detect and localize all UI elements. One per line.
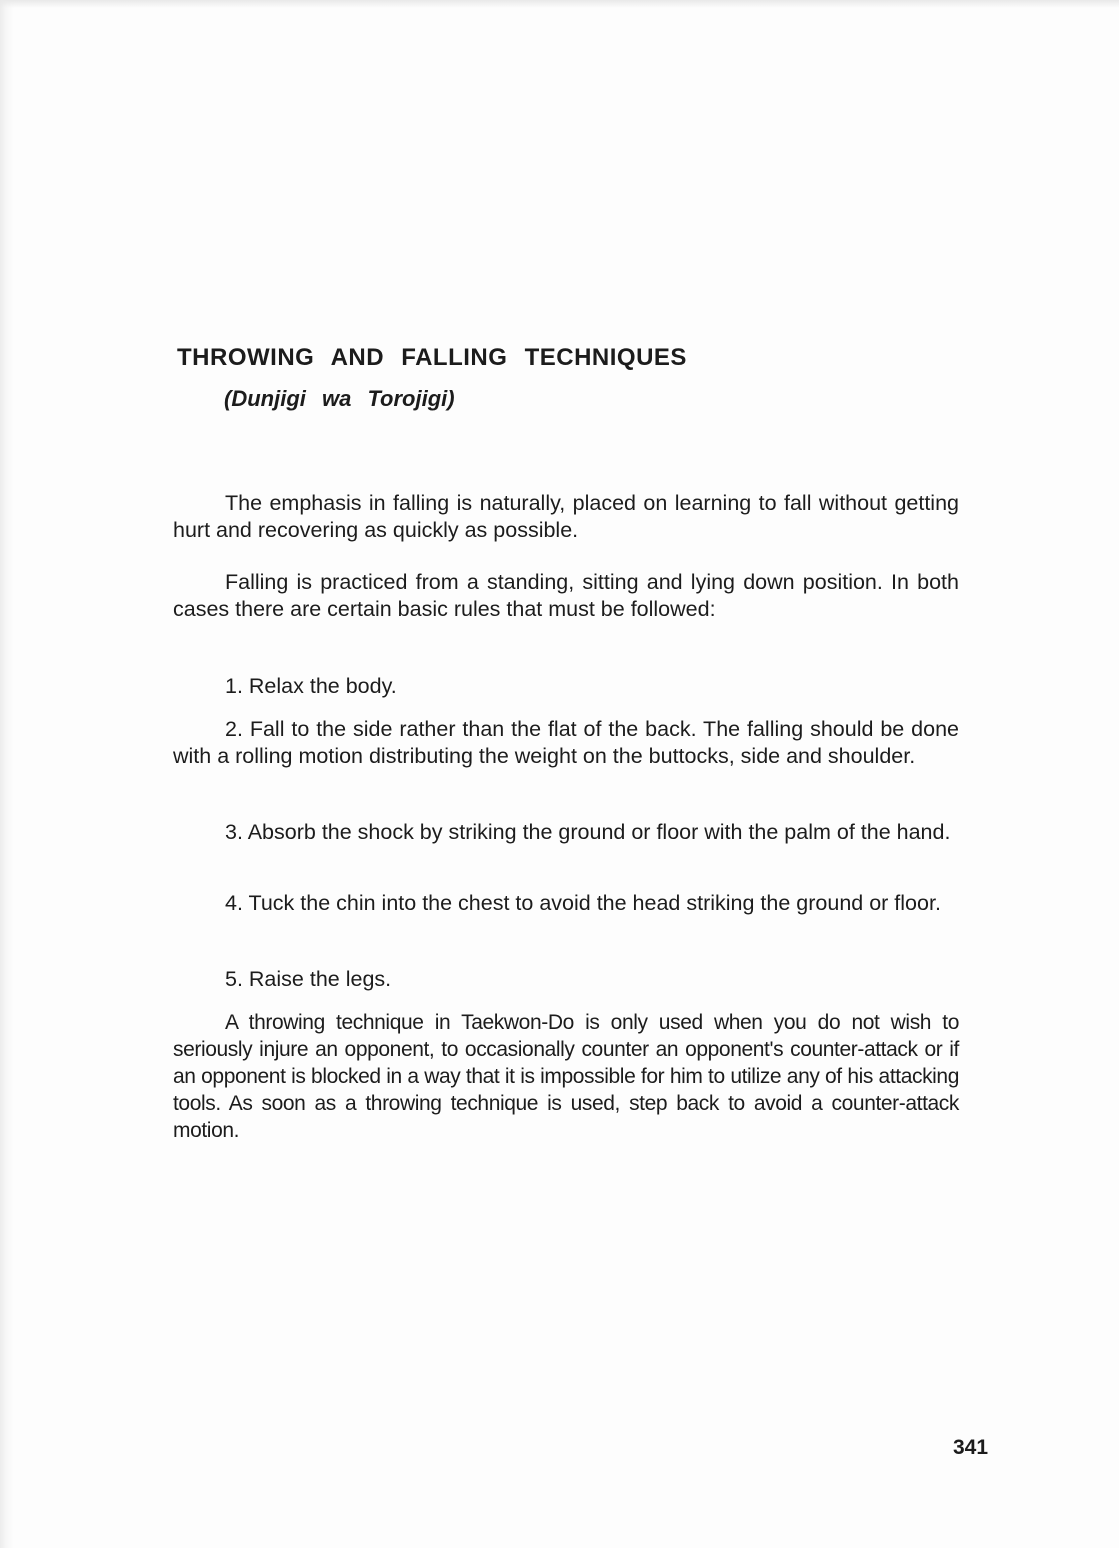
rule-item-2: 2. Fall to the side rather than the flat of the back. The falling should be done with a rolling motion distributing the weight on the buttocks, side and shoulder. [173,717,959,768]
section-subheading: (Dunjigi wa Torojigi) [224,386,455,411]
paragraph-rules-intro: Falling is practiced from a standing, sitting and lying down position. In both cases there are certain basic rules that must be followed: [173,570,959,621]
rule-item-5: 5. Raise the legs. [225,967,392,991]
section-heading: THROWING AND FALLING TECHNIQUES [177,344,687,371]
rule-item-4: 4. Tuck the chin into the chest to avoid the head striking the ground or floor. [225,891,941,915]
rule-item-3: 3. Absorb the shock by striking the ground or floor with the palm of the hand. [225,820,951,844]
page-number: 341 [953,1436,989,1459]
page-top-edge [0,0,1119,8]
paragraph-throwing: A throwing technique in Taekwon-Do is only used when you do not wish to seriously injure an opponent, to occasionally counter an opponent's counter-attack or if an opponent is blocked in a way that it is impossible for him to utilize any of his attacking tools. As soon as a throwing technique is used, step back to avoid a counter-attack motion. [173,1011,959,1142]
rule-item-1: 1. Relax the body. [225,674,397,698]
paragraph-intro: The emphasis in falling is naturally, placed on learning to fall without getting hurt and recovering as quickly as possible. [173,491,959,542]
